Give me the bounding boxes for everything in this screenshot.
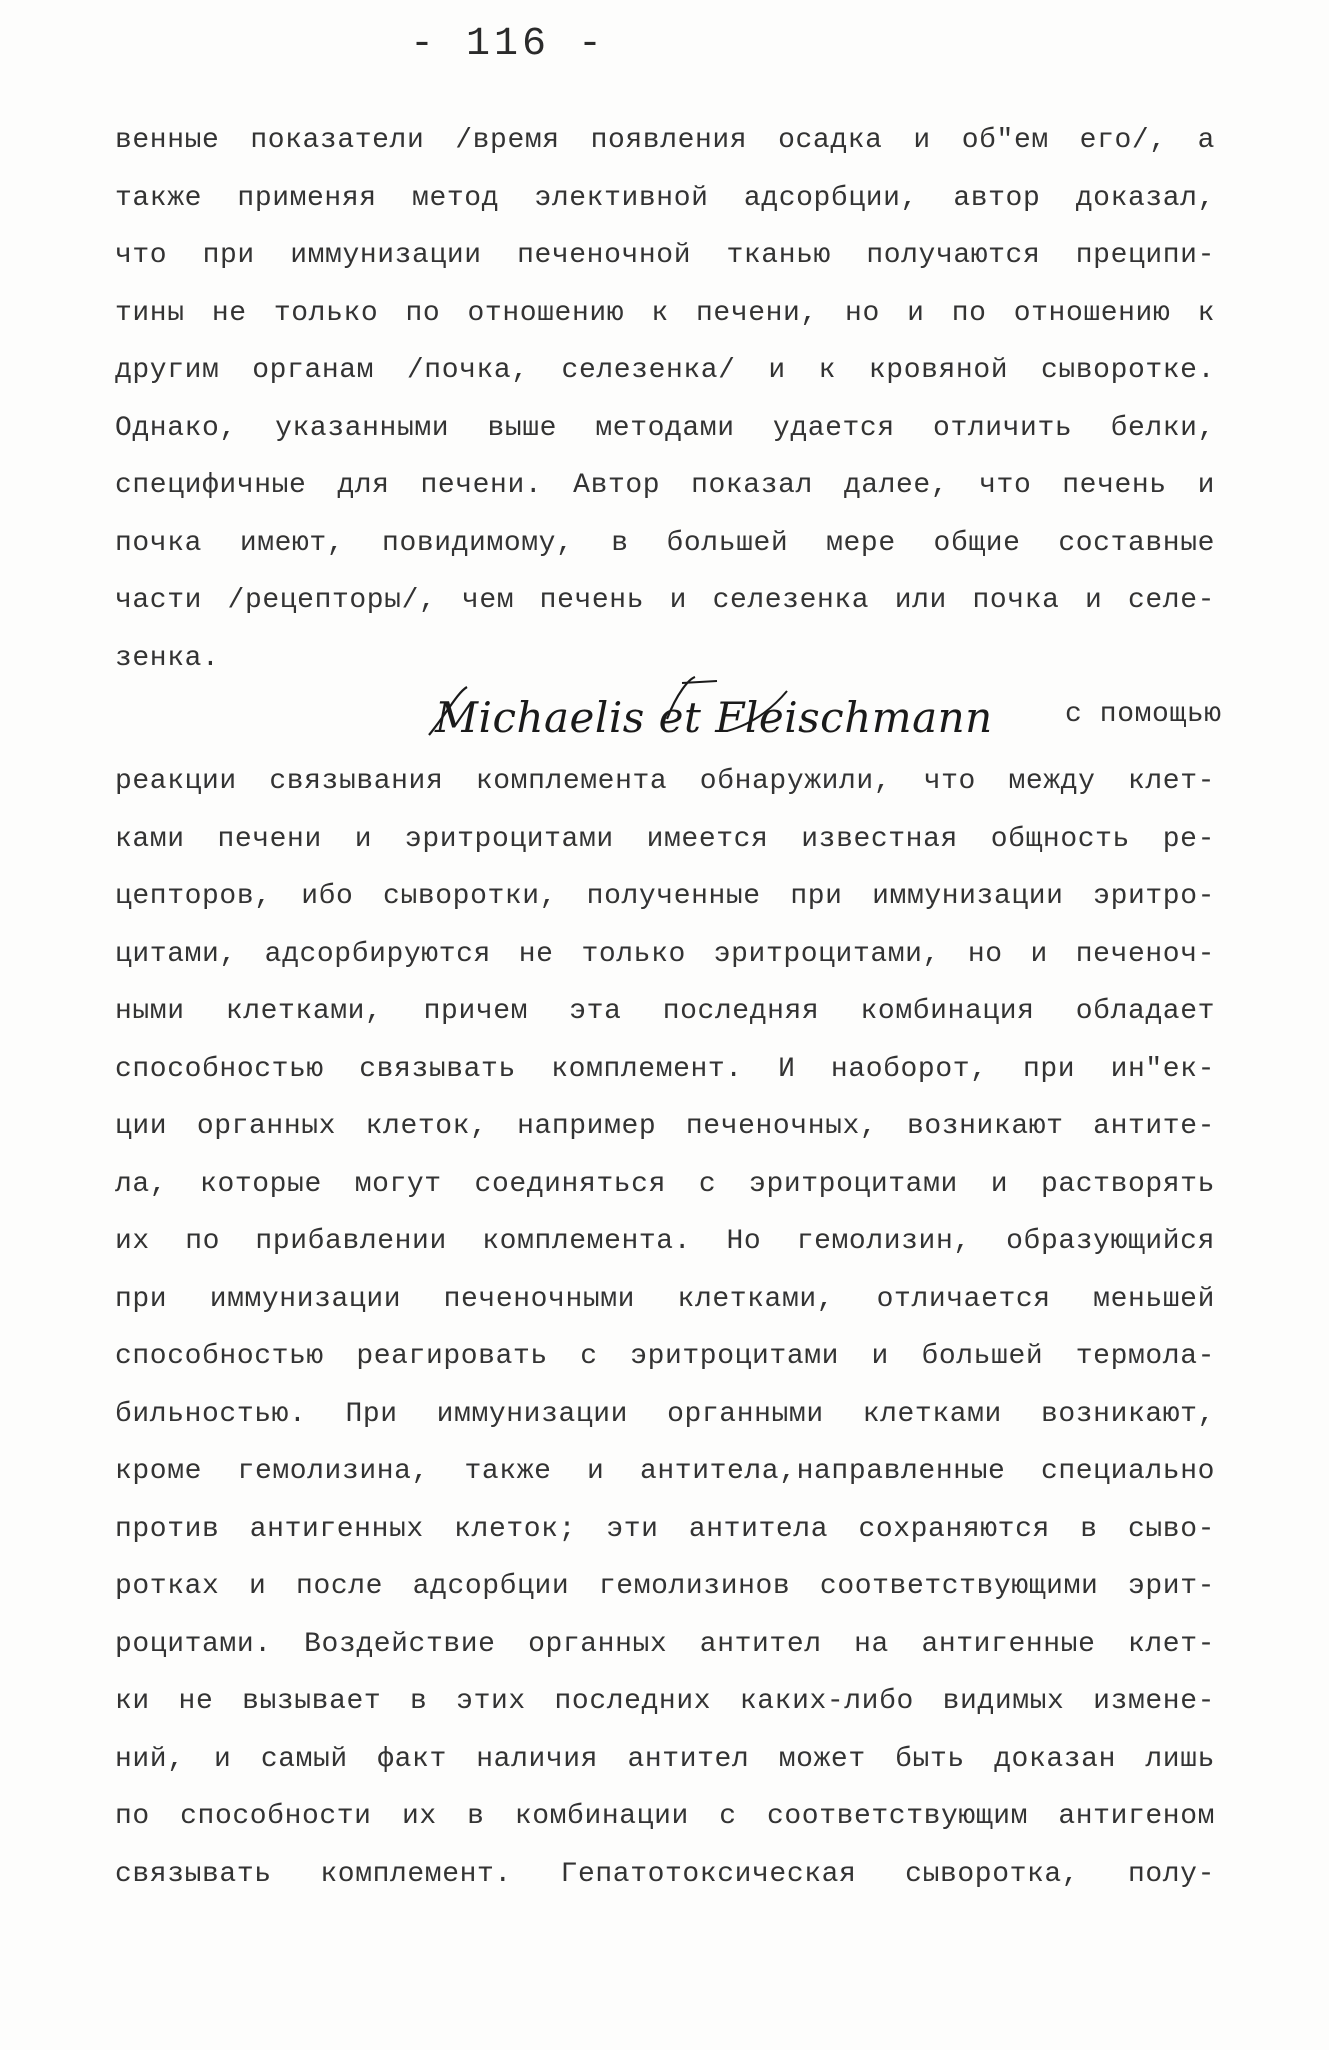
handwritten-names-row — [115, 685, 1222, 745]
text-line: ными клетками, причем эта последняя комбинация обладает — [115, 996, 1215, 1027]
text-line: по способности их в комбинации с соответствующим антигеном — [115, 1801, 1215, 1832]
text-line: ла, которые могут соединяться с эритроцитами и растворять — [115, 1168, 1215, 1200]
text-line: ний, и самый факт наличия антител может быть доказан лишь — [115, 1743, 1215, 1775]
text-line: цепторов, ибо сыворотки, полученные при иммунизации эритро- — [115, 881, 1215, 912]
text-line: способностью реагировать с эритроцитами и большей термола- — [115, 1341, 1215, 1372]
text-line: реакции связывания комплемента обнаружили, что между клет- — [115, 766, 1215, 797]
text-line: почка имеют, повидимому, в большей мере общие составные — [115, 527, 1215, 559]
text-line: роцитами. Воздействие органных антител на антигенные клет- — [115, 1628, 1215, 1660]
text-line: части /рецепторы/, чем печень и селезенка или почка и селе- — [115, 585, 1215, 616]
paragraph-2 — [115, 753, 1215, 1903]
text-line: венные показатели /время появления осадка и об"ем его/, а — [115, 125, 1215, 156]
text-line: что при иммунизации печеночной тканью получаются преципи- — [115, 240, 1215, 271]
text-line: ки не вызывает в этих последних каких-либо видимых измене- — [115, 1686, 1215, 1717]
text-line: способностью связывать комплемент. И наоборот, при ин"ек- — [115, 1053, 1215, 1085]
paragraph-1 — [115, 112, 1215, 687]
text-line: зенка. — [115, 642, 220, 674]
text-line: специфичные для печени. Автор показал далее, что печень и — [115, 470, 1215, 501]
text-line: кроме гемолизина, также и антитела,направленные специально — [115, 1456, 1215, 1487]
text-line: при иммунизации печеночными клетками, отличается меньшей — [115, 1283, 1215, 1315]
handwritten-names-text: Michaelis et Fleischmann — [435, 693, 993, 742]
text-line: Однако, указанными выше методами удается отличить белки, — [115, 412, 1215, 444]
after-names-text: с помощью — [1065, 699, 1222, 730]
text-line: ции органных клеток, например печеночных, возникают антите- — [115, 1111, 1215, 1142]
text-line: их по прибавлении комплемента. Но гемолизин, образующийся — [115, 1226, 1215, 1257]
text-line: бильностью. При иммунизации органными клетками возникают, — [115, 1398, 1215, 1430]
text-line: также применяя метод элективной адсорбции, автор доказал, — [115, 182, 1215, 214]
text-line: цитами, адсорбируются не только эритроцитами, но и печеноч- — [115, 938, 1215, 970]
text-line: тины не только по отношению к печени, но и по отношению к — [115, 297, 1215, 329]
text-line: другим органам /почка, селезенка/ и к кровяной сыворотке. — [115, 355, 1215, 386]
text-line: ротках и после адсорбции гемолизинов соответствующими эрит- — [115, 1571, 1215, 1602]
page-number: - 116 - — [410, 22, 607, 67]
text-line: связывать комплемент. Гепатотоксическая сыворотка, полу- — [115, 1858, 1215, 1890]
text-line: против антигенных клеток; эти антитела сохраняются в сыво- — [115, 1513, 1215, 1545]
text-line: ками печени и эритроцитами имеется известная общность ре- — [115, 823, 1215, 855]
